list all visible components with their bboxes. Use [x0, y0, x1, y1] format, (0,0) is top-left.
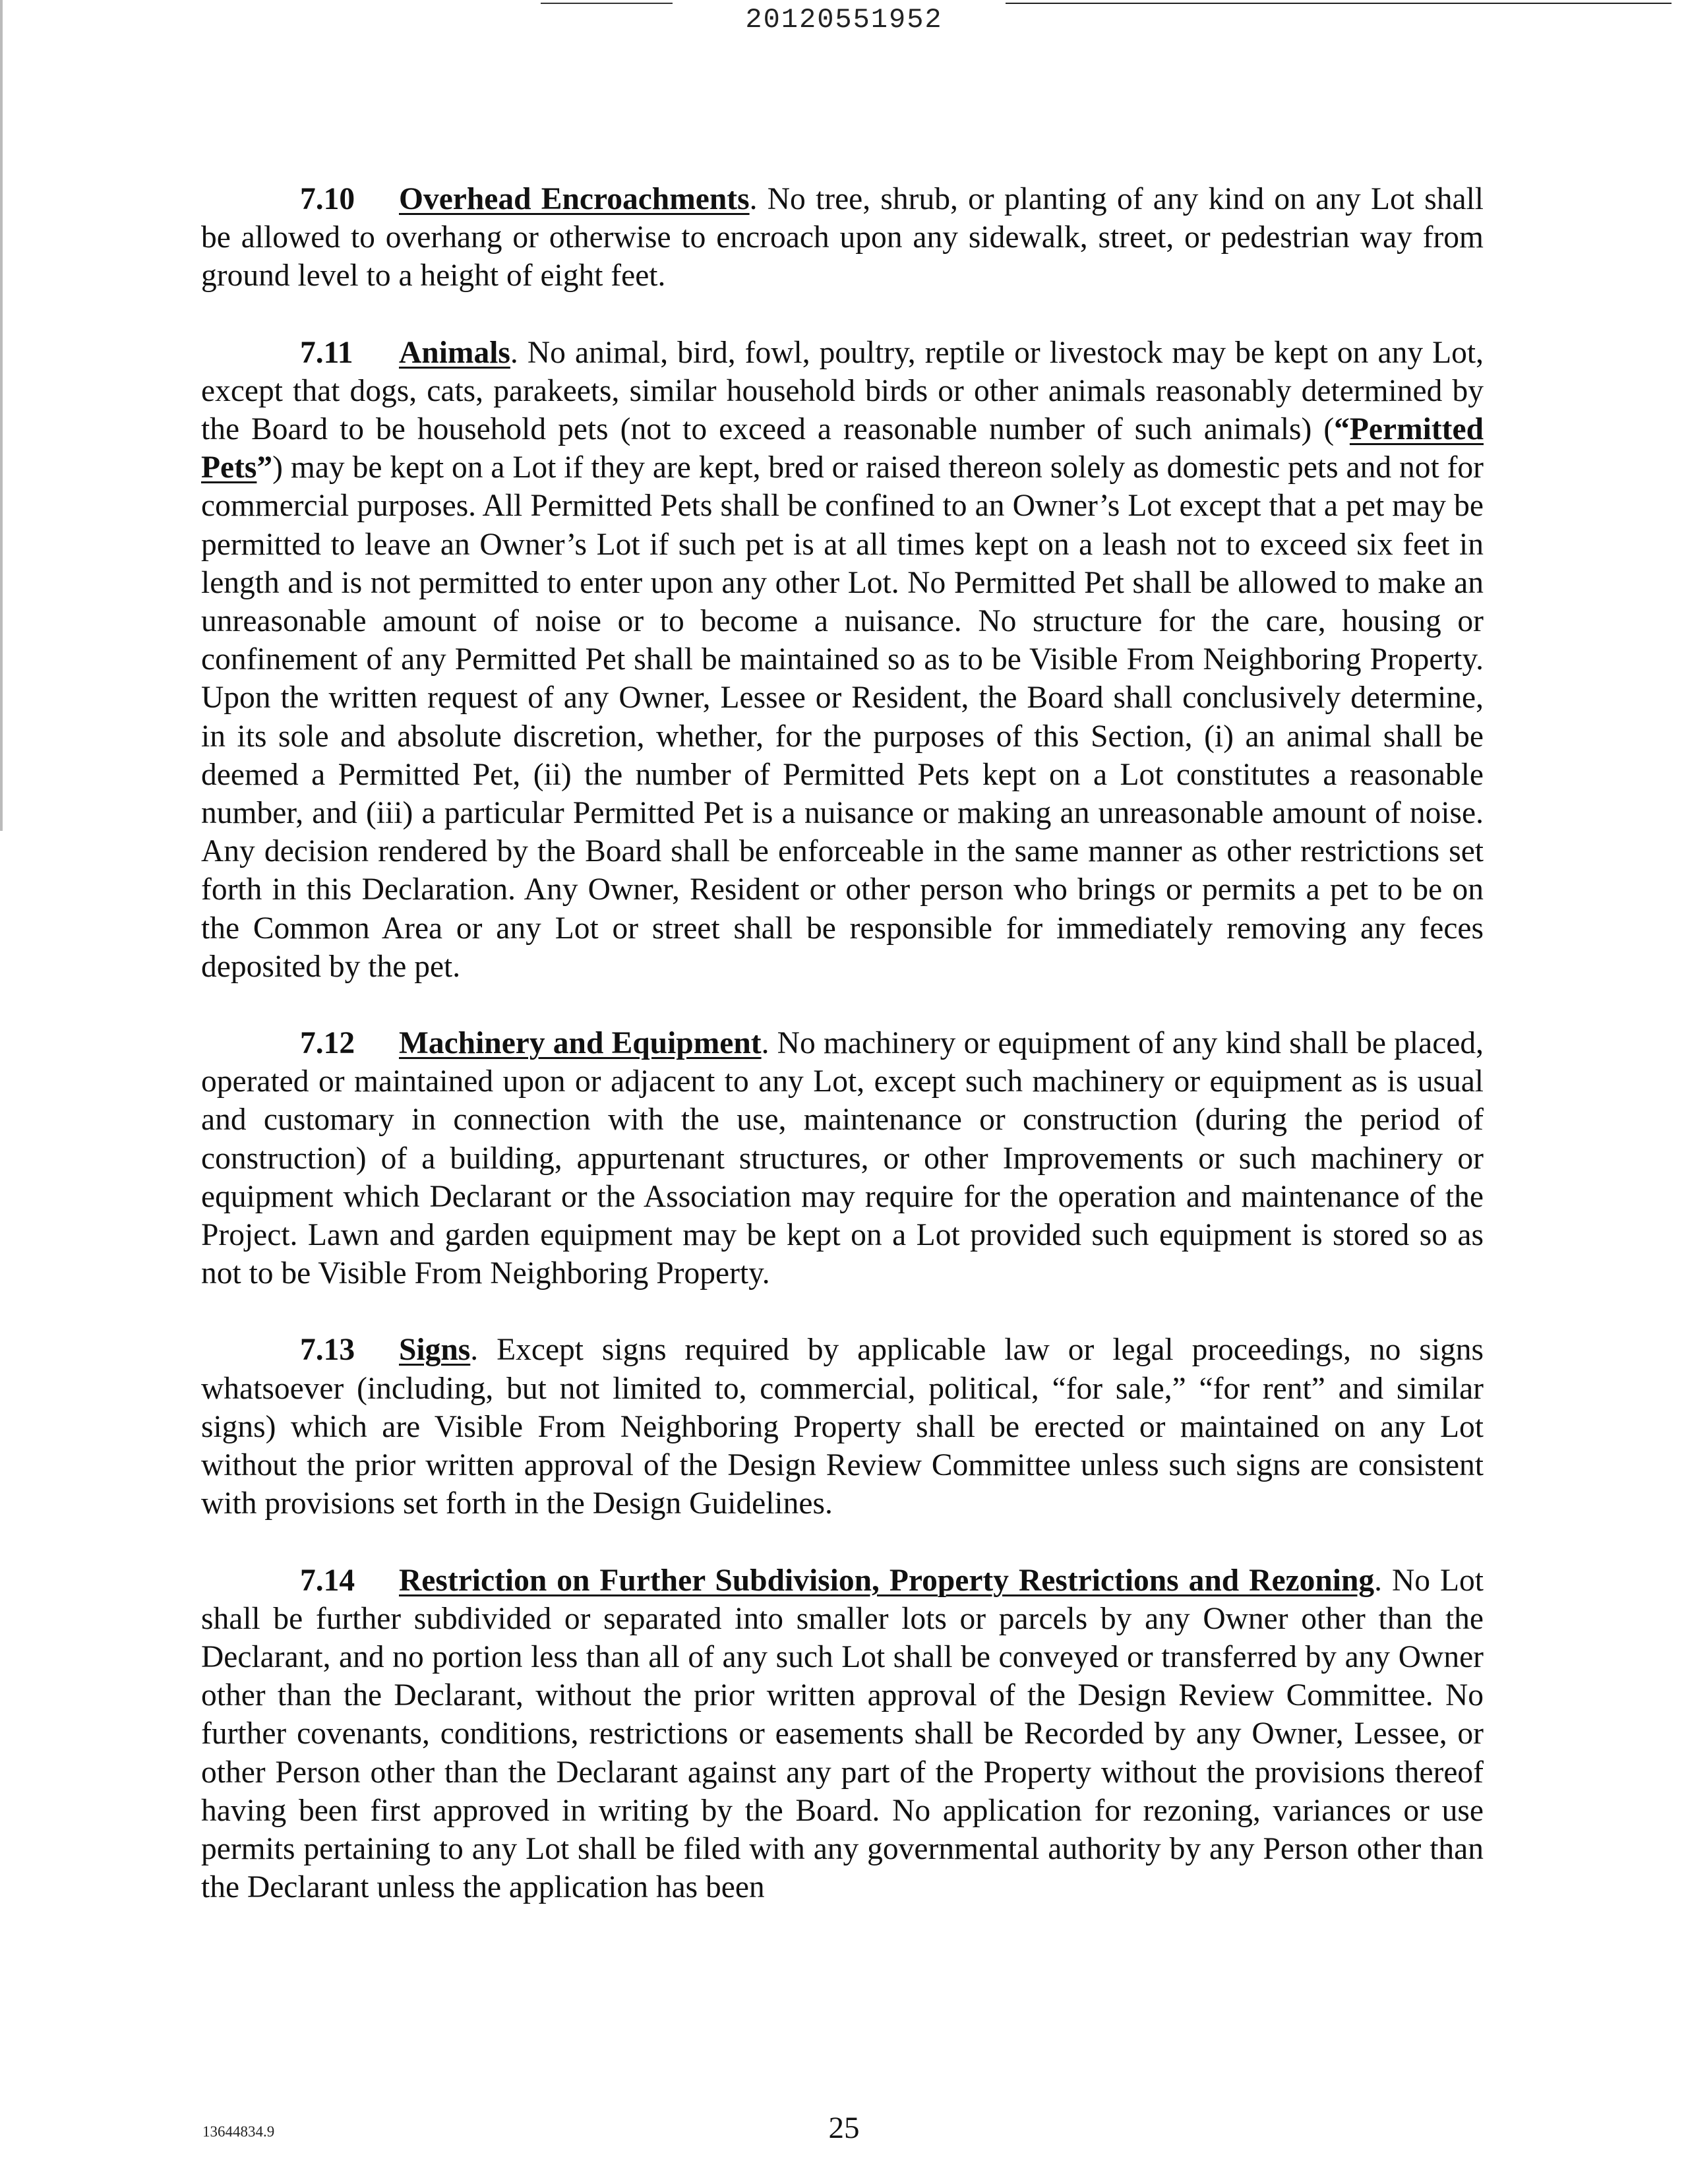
section-text: . No tree, shrub, or planting of any kind on any Lot shall be allowed to overhang or otherwise to encroach upon any sidewalk, street, or pedestrian way from ground level to a height of eight feet. — [201, 182, 1484, 293]
section-number: 7.11 — [300, 335, 353, 370]
section-text-continued: ) may be kept on a Lot if they are kept, bred or raised thereon solely as domestic pets and not for commercial purposes. All Permitted Pets shall be confined to an Owner’s Lot except that a pet may be permitted to leave an Owner’s Lot if such pet is at all times kept on a leash not to exceed six feet in length and is not permitted to enter upon any other Lot. No Permitted Pet shall be allowed to make an unreasonable amount of noise or to become a nuisance. No structure for the care, housing or confinement of any Permitted Pet shall be maintained so as to be Visible From Neighboring Property. Upon the written request of any Owner, Lessee or Resident, the Board shall conclusively determine, in its sole and absolute discretion, whether, for the purposes of this Section, (i) an animal shall be deemed a Permitted Pet, (ii) the number of Permitted Pets kept on a Lot constitutes a reasonable number, and (iii) a particular Permitted Pet is a nuisance or making an unreasonable amount of noise. Any decision rendered by the Board shall be enforceable in the same manner as other restrictions set forth in this Declaration. Any Owner, Resident or other person who brings or permits a pet to be on the Common Area or any Lot or street shall be responsible for immediately removing any feces deposited by the pet. — [201, 450, 1484, 984]
defined-term-text: Permitted Pets — [201, 412, 1484, 485]
section-text: . No machinery or equipment of any kind shall be placed, operated or maintained upon or adjacent to any Lot, except such machinery or equipment as is usual and customary in connection with the use, maintenance or construction (during the period of construction) of a building, appurtenant structures, or other Improvements or such machinery or equipment which Declarant or the Association may require for the operation and maintenance of the Project. Lawn and garden equipment may be kept on a Lot provided such equipment is stored so as not to be Visible From Neighboring Property. — [201, 1026, 1484, 1291]
section-title: Restriction on Further Subdivision, Property Restrictions and Rezoning — [399, 1563, 1375, 1598]
section-7-13 — [201, 1331, 1484, 1523]
section-number: 7.13 — [300, 1333, 355, 1368]
section-title: Machinery and Equipment — [399, 1026, 762, 1061]
section-text: . Except signs required by applicable law or legal proceedings, no signs whatsoever (including, but not limited to, commercial, political, “for sale,” “for rent” and similar signs) which are Visible From Neighboring Property shall be erected or maintained on any Lot without the prior written approval of the Design Review Committee unless such signs are consistent with provisions set forth in the Design Guidelines. — [201, 1333, 1484, 1521]
section-number: 7.14 — [300, 1563, 355, 1598]
section-7-11 — [201, 334, 1484, 986]
section-title: Signs — [399, 1333, 471, 1368]
recording-number: 20120551952 — [745, 4, 943, 36]
section-7-10 — [201, 180, 1484, 295]
section-title: Overhead Encroachments — [399, 182, 750, 216]
footer-document-number: 13644834.9 — [202, 2123, 275, 2140]
section-7-12 — [201, 1024, 1484, 1292]
defined-term-close-quote: ” — [256, 450, 273, 485]
section-number: 7.12 — [300, 1026, 355, 1061]
section-title: Animals — [399, 335, 510, 370]
document-body — [201, 180, 1484, 1945]
footer-page-number: 25 — [828, 2111, 860, 2145]
section-number: 7.10 — [300, 182, 355, 216]
section-7-14 — [201, 1562, 1484, 1907]
section-text: . No Lot shall be further subdivided or separated into smaller lots or parcels by any Owner other than the Declarant, and no portion less than all of any such Lot shall be conveyed or transferred by any Owner other than the Declarant, without the prior written approval of the Design Review Committee. No further covenants, conditions, restrictions or easements shall be Recorded by any Owner, Lessee, or other Person other than the Declarant against any part of the Property without the provisions thereof having been first approved in writing by the Board. No application for rezoning, variances or use permits pertaining to any Lot shall be filed with any governmental authority by any Person other than the Declarant unless the application has been — [201, 1563, 1484, 1905]
scan-edge — [0, 0, 3, 831]
section-text: . No animal, bird, fowl, poultry, reptile or livestock may be kept on any Lot, except that dogs, cats, parakeets, similar household birds or other animals reasonably determined by the Board to be household pets (not to exceed a reasonable number of such animals) ( — [201, 335, 1484, 447]
defined-term-open-quote: “ — [1334, 412, 1350, 447]
